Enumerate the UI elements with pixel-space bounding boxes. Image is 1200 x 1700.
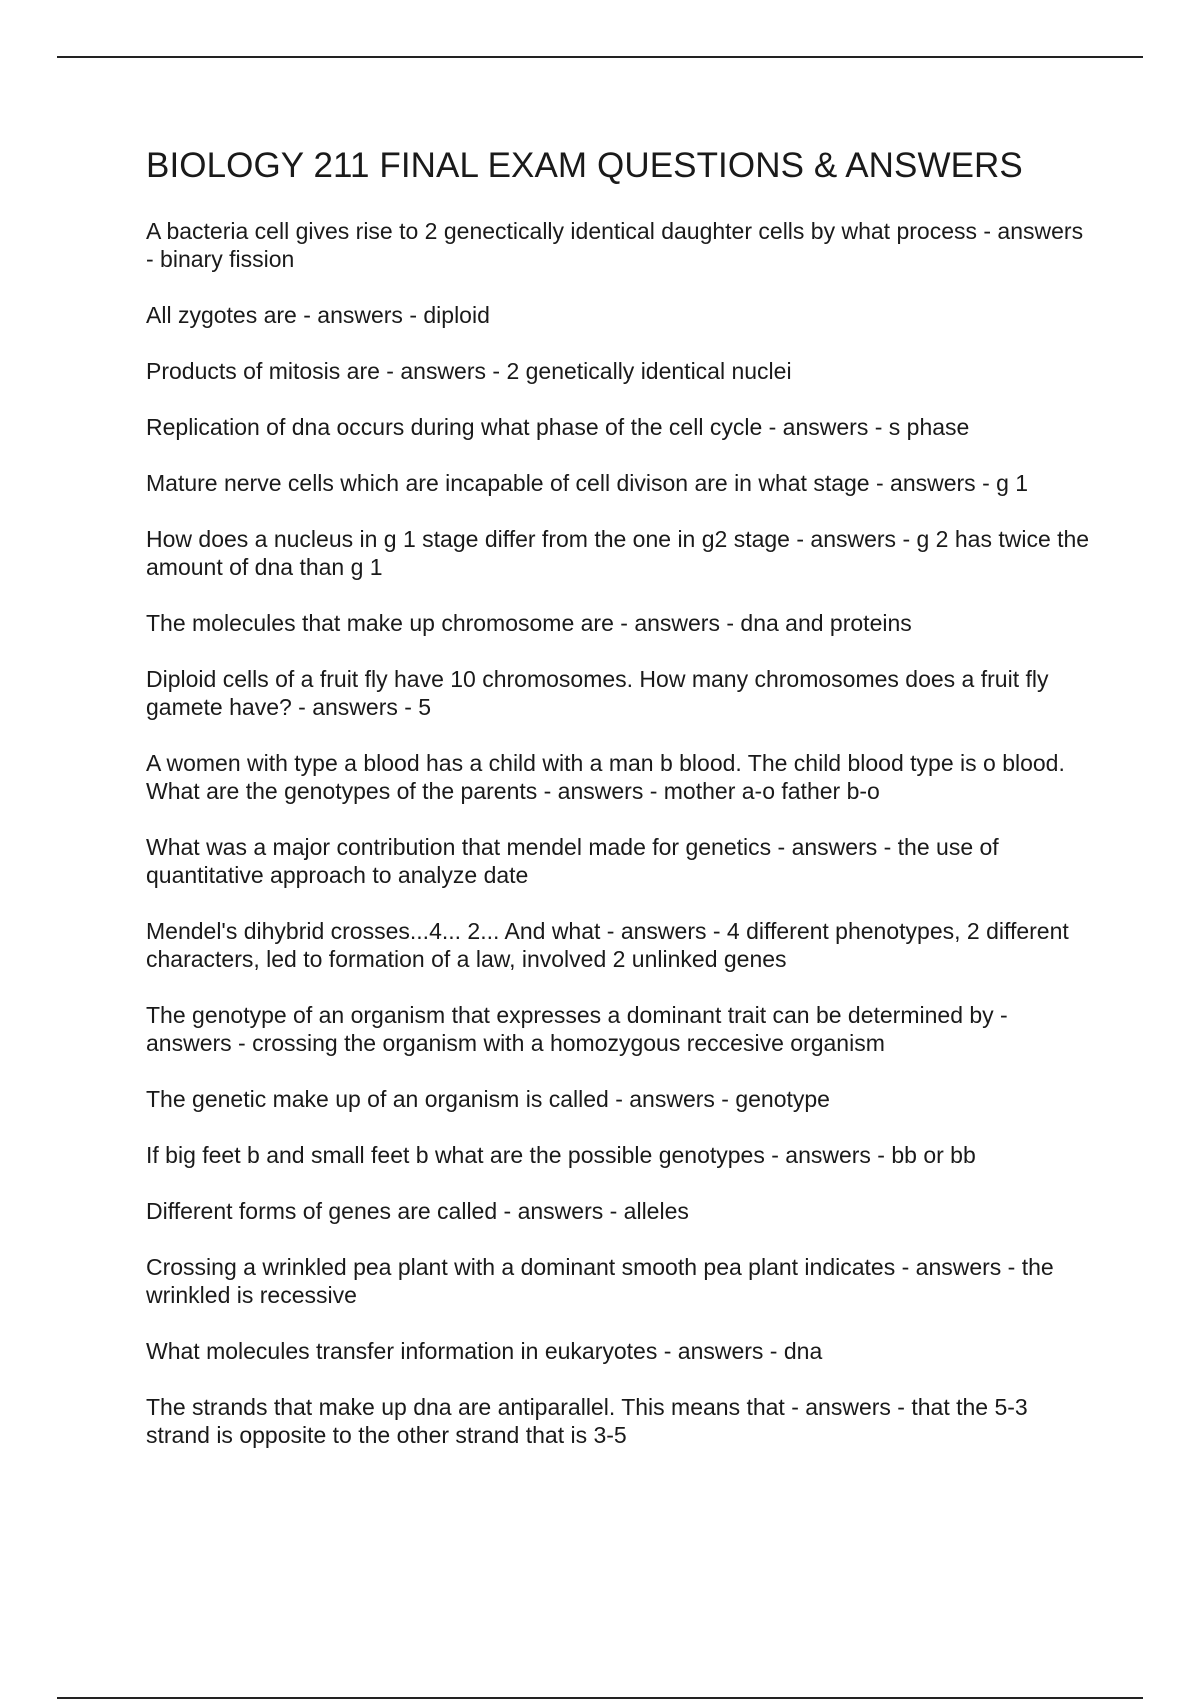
qa-item: The genotype of an organism that expresses a dominant trait can be determined by - answers - crossing the organism with a homozygous reccesive organism [146, 1002, 1008, 1056]
qa-item: Replication of dna occurs during what phase of the cell cycle - answers - s phase [146, 414, 970, 440]
qa-item: Different forms of genes are called - answers - alleles [146, 1198, 689, 1224]
qa-item: The genetic make up of an organism is called - answers - genotype [146, 1086, 830, 1112]
bottom-divider [57, 1697, 1143, 1699]
qa-item: Mendel's dihybrid crosses...4... 2... And what - answers - 4 different phenotypes, 2 different characters, led to formation of a law, involved 2 unlinked genes [146, 918, 1069, 972]
qa-item: If big feet b and small feet b what are the possible genotypes - answers - bb or bb [146, 1142, 976, 1168]
qa-item: Products of mitosis are - answers - 2 genetically identical nuclei [146, 358, 792, 384]
qa-item: The strands that make up dna are antiparallel. This means that - answers - that the 5-3 strand is opposite to the other strand that is 3-5 [146, 1394, 1028, 1448]
qa-item: Mature nerve cells which are incapable of cell divison are in what stage - answers - g 1 [146, 470, 1029, 496]
qa-item: The molecules that make up chromosome are - answers - dna and proteins [146, 610, 912, 636]
top-divider [57, 56, 1143, 58]
qa-item: Crossing a wrinkled pea plant with a dominant smooth pea plant indicates - answers - the wrinkled is recessive [146, 1254, 1054, 1308]
qa-item: A bacteria cell gives rise to 2 genectically identical daughter cells by what process - answers - binary fission [146, 218, 1084, 272]
qa-item: What was a major contribution that mendel made for genetics - answers - the use of quantitative approach to analyze date [146, 834, 999, 888]
qa-item: All zygotes are - answers - diploid [146, 302, 490, 328]
document-body [146, 140, 1096, 1477]
page-title: BIOLOGY 211 FINAL EXAM QUESTIONS & ANSWERS [146, 146, 1023, 185]
qa-item: A women with type a blood has a child with a man b blood. The child blood type is o blood. What are the genotypes of the parents - answers - mother a-o father b-o [146, 750, 1065, 804]
qa-list [146, 217, 1096, 1449]
qa-item: What molecules transfer information in eukaryotes - answers - dna [146, 1338, 823, 1364]
qa-item: Diploid cells of a fruit fly have 10 chromosomes. How many chromosomes does a fruit fly gamete have? - answers - 5 [146, 666, 1049, 720]
qa-item: How does a nucleus in g 1 stage differ from the one in g2 stage - answers - g 2 has twice the amount of dna than g 1 [146, 526, 1090, 580]
